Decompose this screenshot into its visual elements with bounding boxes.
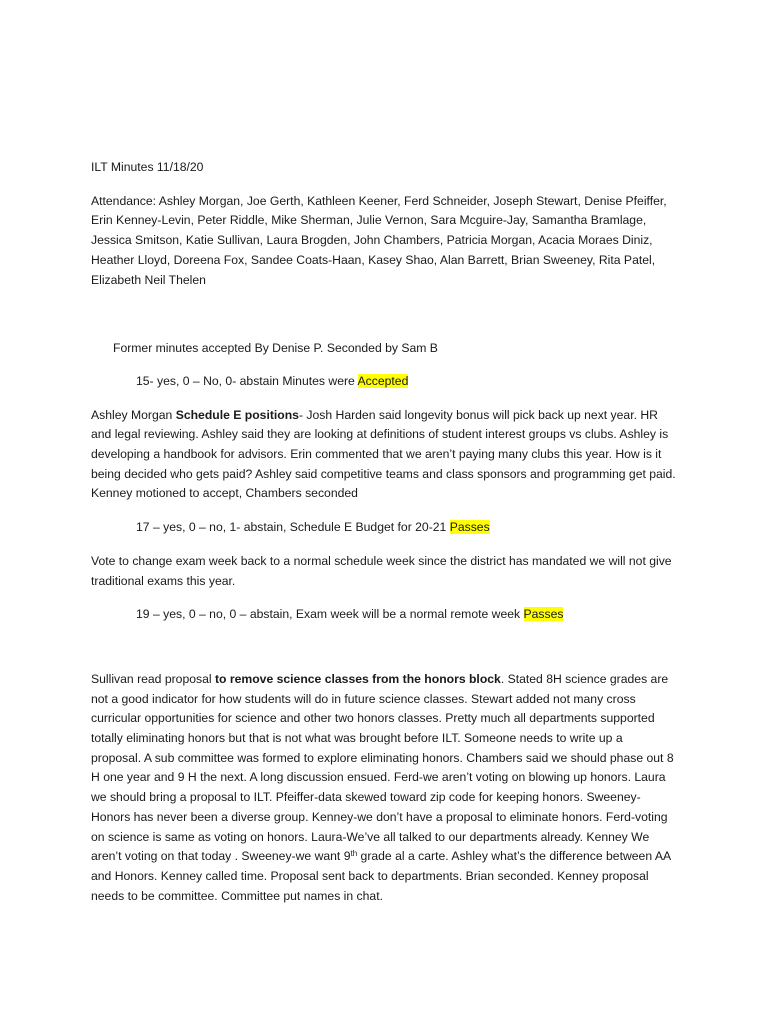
schedule-e-paragraph [91,406,676,505]
vote-schedule-e-text: 17 – yes, 0 – no, 1- abstain, Schedule E Budget for 20-21 [136,520,450,535]
spacer [91,538,676,552]
vote-minutes-line [91,372,676,392]
spacer [91,591,676,605]
spacer [91,504,676,518]
spacer [91,625,676,670]
honors-topic: to remove science classes from the honors block [214,671,501,686]
spacer [91,392,676,406]
vote-minutes-text: 15- yes, 0 – No, 0- abstain Minutes were [136,373,358,388]
schedule-e-speaker: Ashley Morgan [91,407,176,422]
schedule-e-topic: Schedule E positions [175,407,299,422]
document-title: ILT Minutes 11/18/20 [91,160,204,174]
honors-body-part2: grade al a carte. Ashley what’s the difference between AA and Honors. Kenney called time. Proposal sent back to departments. Brian seconded. Kenney proposal needs to be committee. Committee put names in chat. [91,849,671,903]
exam-week-paragraph: Vote to change exam week back to a normal schedule week since the district has mandated we will not give traditional exams this year. [91,553,672,588]
vote-minutes-result: Accepted [357,373,409,388]
vote-exam-week-line [91,605,676,625]
ordinal-superscript: th [350,849,358,859]
minutes-document [91,158,676,906]
former-minutes-line: Former minutes accepted By Denise P. Seconded by Sam B [113,341,438,356]
honors-body-part1: . Stated 8H science grades are not a good indicator for how students will do in future science classes. Stewart added not many cross curricular opportunities for science and other two honors classes. Pretty much all departments supported totally eliminating honors but that is not what was brought before ILT. Someone needs to write up a proposal. A sub committee was formed to explore eliminating honors. Chambers said we should phase out 8 H one year and 9 H the next. A long discussion ensued. Ferd-we aren’t voting on blowing up honors. Laura we should bring a proposal to ILT. Pfeiffer-data skewed toward zip code for keeping honors. Sweeney-Honors has never been a diverse group. Kenney-we don’t have a proposal to eliminate honors. Ferd-voting on science is same as voting on honors. Laura-We’ve all talked to our departments already. Kenney We aren’t voting on that today . Sweeney-we want 9 [91,671,674,864]
attendance-paragraph: Attendance: Ashley Morgan, Joe Gerth, Kathleen Keener, Ferd Schneider, Joseph Stewart, Denise Pfeiffer, Erin Kenney-Levin, Peter Riddle, Mike Sherman, Julie Vernon, Sara Mcguire-Jay, Samantha Bramlage, Jessica Smitson, Katie Sullivan, Laura Brogden, John Chambers, Patricia Morgan, Acacia Moraes Diniz, Heather Lloyd, Doreena Fox, Sandee Coats-Haan, Kasey Shao, Alan Barrett, Brian Sweeney, Rita Patel, Elizabeth Neil Thelen [91,193,667,287]
vote-schedule-e-result: Passes [449,520,490,535]
spacer [91,290,676,339]
honors-paragraph [91,670,676,906]
vote-exam-week-text: 19 – yes, 0 – no, 0 – abstain, Exam week will be a normal remote week [136,607,524,622]
vote-exam-week-result: Passes [523,607,564,622]
schedule-e-body: - Josh Harden said longevity bonus will pick back up next year. HR and legal reviewing. Ashley said they are looking at definitions of student interest groups vs clubs. Ashley is developing a handbook for advisors. Erin commented that we aren’t paying many clubs this year. How is it being decided who gets paid? Ashley said competitive teams and class sponsors and programming get paid. Kenney motioned to accept, Chambers seconded [91,407,676,501]
vote-schedule-e-line [91,518,676,538]
honors-intro: Sullivan read proposal [91,671,215,686]
spacer [91,359,676,372]
